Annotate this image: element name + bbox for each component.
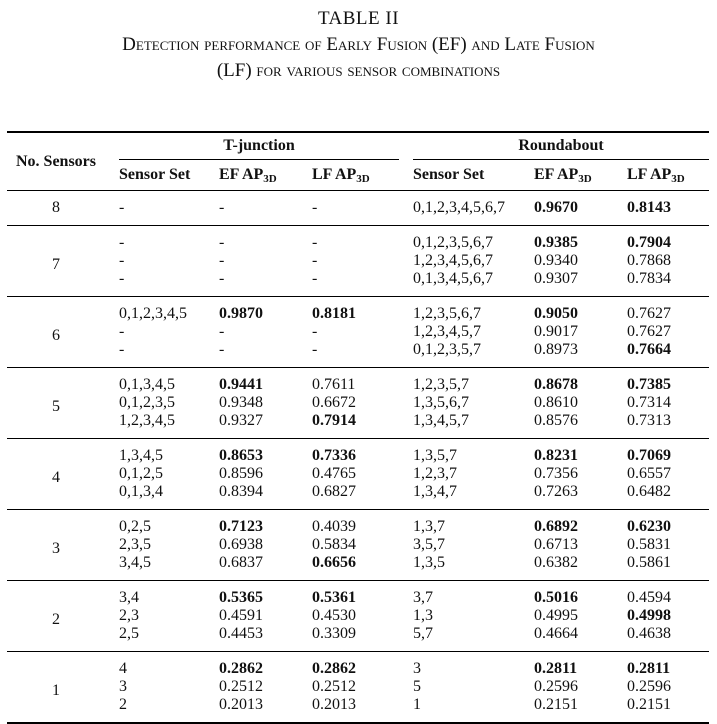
table-row xyxy=(7,297,709,324)
cell-r-lf: 0.7627 xyxy=(627,323,671,340)
cell-t-ef: 0.9441 xyxy=(219,376,263,393)
tjunction-ef-header: EF $AP_{3D}$ xyxy=(219,166,277,185)
cell-r-set: 1,2,3,7 xyxy=(413,465,457,482)
table-row xyxy=(7,439,709,466)
sensor-count-block xyxy=(7,652,709,724)
num-sensors-cell: 2 xyxy=(52,611,60,628)
cell-t-set: 2 xyxy=(119,696,127,713)
tjunction-sensor-set-header: Sensor Set xyxy=(119,166,191,183)
cell-t-ef: 0.6837 xyxy=(219,554,263,571)
table-row xyxy=(7,226,709,253)
cell-t-lf: 0.2013 xyxy=(312,696,356,713)
cell-r-ef: 0.7263 xyxy=(534,483,578,500)
cell-t-set: - xyxy=(119,199,125,216)
cell-t-set: - xyxy=(119,323,125,340)
table-row xyxy=(7,191,709,226)
cell-r-lf: 0.4998 xyxy=(627,607,671,624)
cell-r-lf: 0.6482 xyxy=(627,483,671,500)
cell-r-set: 3 xyxy=(413,660,421,677)
cell-r-lf: 0.7664 xyxy=(627,341,671,358)
cell-r-ef: 0.8231 xyxy=(534,447,578,464)
cell-r-lf: 0.5831 xyxy=(627,536,671,553)
cell-r-ef: 0.9050 xyxy=(534,305,578,322)
cell-t-ef: 0.9327 xyxy=(219,412,263,429)
cell-t-set: 3,4 xyxy=(119,589,139,606)
tjunction-group-header: T-junction xyxy=(119,133,399,160)
detection-performance-table xyxy=(7,131,709,724)
cell-t-ef: - xyxy=(219,270,225,287)
cell-t-lf: - xyxy=(312,252,318,269)
table-number: TABLE II xyxy=(317,8,400,29)
cell-r-lf: 0.7313 xyxy=(627,412,671,429)
cell-t-lf: 0.7611 xyxy=(312,376,356,393)
cell-r-ef: 0.8576 xyxy=(534,412,578,429)
cell-r-set: 1,3,4,5,7 xyxy=(413,412,469,429)
roundabout-group-header: Roundabout xyxy=(413,133,709,160)
cell-t-set: 3,4,5 xyxy=(119,554,151,571)
table-row xyxy=(7,465,709,483)
cell-t-ef: 0.4453 xyxy=(219,625,263,642)
cell-r-set: 3,7 xyxy=(413,589,433,606)
cell-t-ef: - xyxy=(219,234,225,251)
cell-r-ef: 0.9385 xyxy=(534,234,578,251)
table-row xyxy=(7,341,709,368)
cell-r-set: 1,3 xyxy=(413,607,433,624)
cell-r-lf: 0.7834 xyxy=(627,270,671,287)
table-row xyxy=(7,554,709,581)
sensor-count-block xyxy=(7,297,709,368)
table-row xyxy=(7,323,709,341)
cell-t-set: 0,2,5 xyxy=(119,518,151,535)
sensor-count-block xyxy=(7,191,709,226)
cell-t-set: 1,2,3,4,5 xyxy=(119,412,175,429)
cell-r-ef: 0.6713 xyxy=(534,536,578,553)
cell-t-set: 0,1,3,4,5 xyxy=(119,376,175,393)
cell-t-lf: 0.5361 xyxy=(312,589,356,606)
cell-r-ef: 0.8973 xyxy=(534,341,578,358)
cell-t-lf: 0.7336 xyxy=(312,447,356,464)
cell-t-ef: 0.8394 xyxy=(219,483,263,500)
table-row xyxy=(7,652,709,679)
num-sensors-cell: 7 xyxy=(52,256,60,273)
cell-t-lf: - xyxy=(312,270,318,287)
cell-r-ef: 0.6892 xyxy=(534,518,578,535)
num-sensors-cell: 6 xyxy=(52,327,60,344)
cell-t-lf: 0.4530 xyxy=(312,607,356,624)
cell-r-set: 0,1,2,3,5,7 xyxy=(413,341,481,358)
table-header xyxy=(7,132,709,191)
roundabout-lf-header: LF $AP_{3D}$ xyxy=(627,166,685,185)
cell-r-lf: 0.4594 xyxy=(627,589,671,606)
cell-t-set: - xyxy=(119,252,125,269)
cell-r-set: 0,1,2,3,4,5,6,7 xyxy=(413,199,505,216)
cell-t-lf: 0.4765 xyxy=(312,465,356,482)
table-row xyxy=(7,536,709,554)
cell-r-lf: 0.5861 xyxy=(627,554,671,571)
cell-r-set: 1,3,4,7 xyxy=(413,483,457,500)
cell-r-ef: 0.9670 xyxy=(534,199,578,216)
sensor-count-block xyxy=(7,226,709,297)
sensor-count-block xyxy=(7,581,709,652)
tjunction-lf-header: LF $AP_{3D}$ xyxy=(312,166,370,185)
cell-r-set: 1 xyxy=(413,696,421,713)
table-row xyxy=(7,625,709,652)
table-caption xyxy=(0,6,717,84)
cell-r-ef: 0.4995 xyxy=(534,607,578,624)
num-sensors-cell: 1 xyxy=(52,682,60,699)
cell-t-set: - xyxy=(119,270,125,287)
table-row xyxy=(7,252,709,270)
cell-t-ef: 0.5365 xyxy=(219,589,263,606)
table-row xyxy=(7,394,709,412)
cell-r-lf: 0.7904 xyxy=(627,234,671,251)
cell-t-ef: 0.2013 xyxy=(219,696,263,713)
roundabout-sensor-set-header: Sensor Set xyxy=(413,166,485,183)
cell-t-set: 4 xyxy=(119,660,127,677)
cell-r-set: 5 xyxy=(413,678,421,695)
sensor-count-block xyxy=(7,510,709,581)
cell-r-ef: 0.2811 xyxy=(534,660,578,677)
cell-r-ef: 0.2596 xyxy=(534,678,578,695)
table-row xyxy=(7,412,709,439)
cell-r-lf: 0.2151 xyxy=(627,696,671,713)
cell-t-set: 2,3 xyxy=(119,607,139,624)
cell-r-lf: 0.7069 xyxy=(627,447,671,464)
cell-t-ef: 0.7123 xyxy=(219,518,263,535)
cell-r-lf: 0.6557 xyxy=(627,465,671,482)
cell-t-ef: 0.4591 xyxy=(219,607,263,624)
cell-t-set: 3 xyxy=(119,678,127,695)
cell-r-lf: 0.2596 xyxy=(627,678,671,695)
num-sensors-cell: 8 xyxy=(52,199,60,216)
cell-r-set: 3,5,7 xyxy=(413,536,445,553)
cell-t-set: 1,3,4,5 xyxy=(119,447,163,464)
cell-t-lf: 0.8181 xyxy=(312,305,356,322)
cell-t-lf: 0.4039 xyxy=(312,518,356,535)
cell-t-ef: 0.8653 xyxy=(219,447,263,464)
cell-t-lf: 0.3309 xyxy=(312,625,356,642)
cell-r-set: 0,1,2,3,5,6,7 xyxy=(413,234,493,251)
cell-t-ef: 0.8596 xyxy=(219,465,263,482)
cell-r-set: 1,2,3,4,5,7 xyxy=(413,323,481,340)
cell-r-ef: 0.8678 xyxy=(534,376,578,393)
num-sensors-cell: 5 xyxy=(52,398,60,415)
cell-t-ef: - xyxy=(219,323,225,340)
cell-t-ef: 0.9870 xyxy=(219,305,263,322)
cell-r-set: 1,2,3,5,7 xyxy=(413,376,469,393)
cell-r-ef: 0.5016 xyxy=(534,589,578,606)
cell-t-set: 0,1,2,3,4,5 xyxy=(119,305,187,322)
table-row xyxy=(7,510,709,537)
cell-t-set: 2,3,5 xyxy=(119,536,151,553)
cell-r-ef: 0.8610 xyxy=(534,394,578,411)
cell-r-lf: 0.6230 xyxy=(627,518,671,535)
roundabout-ef-header: EF $AP_{3D}$ xyxy=(534,166,592,185)
cell-r-lf: 0.7868 xyxy=(627,252,671,269)
cell-t-lf: 0.6672 xyxy=(312,394,356,411)
sensor-count-block xyxy=(7,368,709,439)
cell-t-set: 0,1,2,5 xyxy=(119,465,163,482)
num-sensors-header: No. Sensors xyxy=(15,152,96,170)
cell-r-lf: 0.7627 xyxy=(627,305,671,322)
cell-t-lf: 0.6827 xyxy=(312,483,356,500)
cell-t-ef: - xyxy=(219,199,225,216)
table-row xyxy=(7,696,709,723)
caption-line-2: (LF) for various sensor combinations xyxy=(216,60,501,81)
cell-r-ef: 0.9307 xyxy=(534,270,578,287)
sensor-count-block xyxy=(7,439,709,510)
cell-r-ef: 0.7356 xyxy=(534,465,578,482)
cell-r-set: 1,3,5 xyxy=(413,554,445,571)
num-sensors-cell: 4 xyxy=(52,469,60,486)
cell-t-lf: 0.2512 xyxy=(312,678,356,695)
cell-r-lf: 0.7385 xyxy=(627,376,671,393)
cell-r-set: 1,3,5,6,7 xyxy=(413,394,469,411)
cell-r-ef: 0.6382 xyxy=(534,554,578,571)
cell-t-lf: 0.2862 xyxy=(312,660,356,677)
cell-r-ef: 0.4664 xyxy=(534,625,578,642)
cell-r-lf: 0.2811 xyxy=(627,660,671,677)
cell-r-ef: 0.9340 xyxy=(534,252,578,269)
cell-r-lf: 0.7314 xyxy=(627,394,671,411)
cell-t-set: 0,1,3,4 xyxy=(119,483,163,500)
cell-t-lf: - xyxy=(312,199,318,216)
cell-t-ef: - xyxy=(219,252,225,269)
table-row xyxy=(7,678,709,696)
cell-r-set: 1,3,5,7 xyxy=(413,447,457,464)
table-row xyxy=(7,483,709,510)
cell-t-lf: 0.5834 xyxy=(312,536,356,553)
cell-t-ef: 0.2862 xyxy=(219,660,263,677)
cell-r-lf: 0.4638 xyxy=(627,625,671,642)
cell-r-set: 1,2,3,4,5,6,7 xyxy=(413,252,493,269)
cell-r-set: 0,1,3,4,5,6,7 xyxy=(413,270,493,287)
cell-t-ef: 0.9348 xyxy=(219,394,263,411)
cell-t-lf: 0.6656 xyxy=(312,554,356,571)
table-row xyxy=(7,368,709,395)
cell-t-set: - xyxy=(119,234,125,251)
cell-t-lf: - xyxy=(312,323,318,340)
cell-r-set: 5,7 xyxy=(413,625,433,642)
cell-r-ef: 0.9017 xyxy=(534,323,578,340)
cell-t-lf: 0.7914 xyxy=(312,412,356,429)
cell-r-ef: 0.2151 xyxy=(534,696,578,713)
table-row xyxy=(7,607,709,625)
caption-line-1: Detection performance of Early Fusion (EF) and Late Fusion xyxy=(122,34,595,55)
cell-t-ef: 0.6938 xyxy=(219,536,263,553)
table-row xyxy=(7,581,709,608)
cell-t-set: 0,1,2,3,5 xyxy=(119,394,175,411)
cell-t-lf: - xyxy=(312,234,318,251)
cell-t-ef: - xyxy=(219,341,225,358)
cell-t-lf: - xyxy=(312,341,318,358)
cell-r-set: 1,2,3,5,6,7 xyxy=(413,305,481,322)
cell-t-ef: 0.2512 xyxy=(219,678,263,695)
cell-r-lf: 0.8143 xyxy=(627,199,671,216)
num-sensors-cell: 3 xyxy=(52,540,60,557)
table-row xyxy=(7,270,709,297)
cell-t-set: 2,5 xyxy=(119,625,139,642)
cell-r-set: 1,3,7 xyxy=(413,518,445,535)
cell-t-set: - xyxy=(119,341,125,358)
